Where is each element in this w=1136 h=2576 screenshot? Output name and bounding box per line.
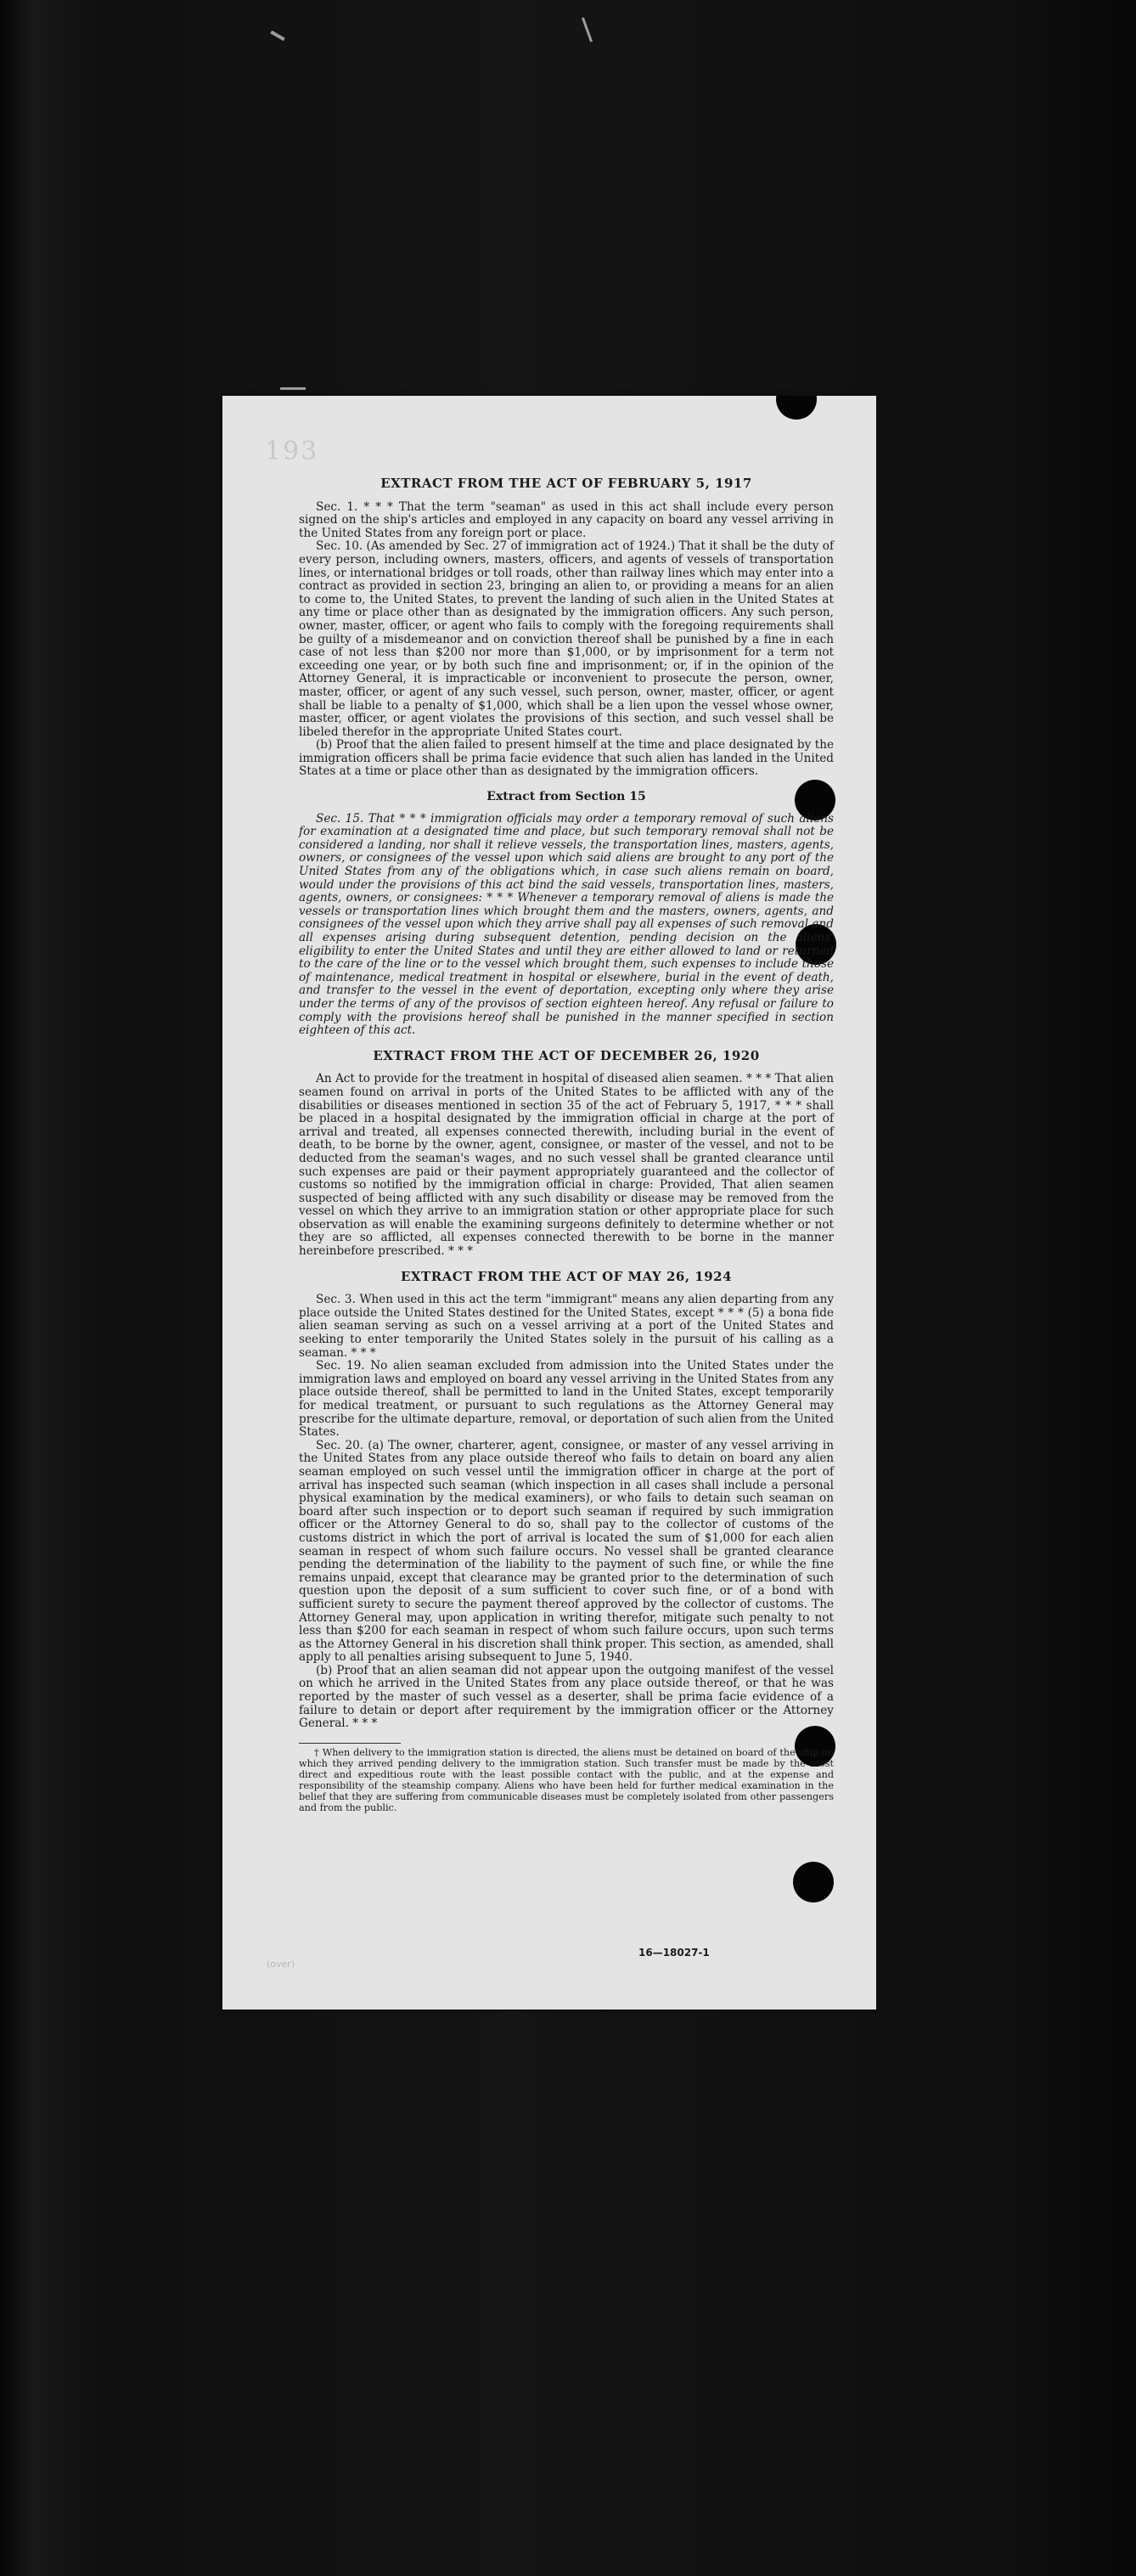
punch-hole bbox=[776, 396, 817, 420]
section-act-feb-1917 bbox=[299, 477, 834, 779]
section-act-dec-1920 bbox=[299, 1047, 834, 1259]
footnote bbox=[299, 1747, 834, 1813]
section-extract-15 bbox=[299, 791, 834, 1038]
section-heading: EXTRACT FROM THE ACT OF MAY 26, 1924 bbox=[400, 1268, 733, 1284]
paragraph: (b) Proof that the alien failed to present himself at the time and place designated by the immigration officers shall be prima facie evidence that such alien has landed in the United States at a time or place other than as designated by the immigration officers. bbox=[299, 738, 834, 779]
footnote-divider bbox=[299, 1743, 401, 1744]
paragraph: (b) Proof that an alien seaman did not appear upon the outgoing manifest of the vessel on which he arrived in the United States from any place outside thereof, or that he was reported by the master of such vessel as a deserter, shall be prima facie evidence of a failure to detain or deport after requirement by the immigration officer or the Attorney General. * * * bbox=[299, 1663, 834, 1731]
section-heading: EXTRACT FROM THE ACT OF FEBRUARY 5, 1917 bbox=[380, 476, 752, 491]
document-page bbox=[222, 396, 876, 2010]
paragraph: Sec. 19. No alien seaman excluded from admission into the United States under the immigration laws and employed on board any vessel arriving in the United States from any place outside thereof, shall be permitted to land in the United States, except temporarily for medical treatment, or pursuant to such regulations as the Attorney General may prescribe for the ultimate departure, removal, or deportation of such alien from the United States. bbox=[299, 1359, 834, 1440]
form-number: 16—18027-1 bbox=[638, 1947, 710, 1959]
paragraph: Sec. 15. That * * * immigration officials may order a temporary removal of such aliens for examination at a designated time and place, but such temporary removal shall not be considered a landing, nor shall it relieve vessels, the transportation lines, masters, agents, owners, or consignees of the vessel upon which said aliens are brought to any port of the United States from any of the obligations which, in case such aliens remain on board, would under the provisions of this act bind the said vessels, transportation lines, masters, agents, owners, or consignees: * * * Whenever a temporary removal of aliens is made the vessels or transportation lines which brought them and the masters, owners, agents, and consignees of the vessel upon which they arrive shall pay all expenses of such removal and all expenses arising during subsequent detention, pending decision on the aliens' eligibility to enter the United States and until they are either allowed to land or returned to the care of the line or to the vessel which brought them, such expenses to include those of maintenance, medical treatment in hospital or elsewhere, burial in the event of death, and transfer to the vessel in the event of deportation, excepting only where they arise under the terms of any of the provisos of section eighteen hereof. Any refusal or failure to comply with the provisions hereof shall be punished in the manner specified in section eighteen of this act. bbox=[299, 811, 834, 1038]
section-heading: Extract from Section 15 bbox=[486, 790, 646, 804]
paragraph: An Act to provide for the treatment in hospital of diseased alien seamen. * * * That alien seamen found on arrival in ports of the United States to be afflicted with any of the disabilities or diseases mentioned in section 35 of the act of February 5, 1917, * * * shall be placed in a hospital designated by the immigration official in charge at the port of arrival and treated, all expenses connected therewith, including burial in the event of death, to be borne by the owner, agent, consignee, or master of the vessel, and not to be deducted from the seaman's wages, and no such vessel shall be granted clearance until such expenses are paid or their payment appropriately guaranteed and the collector of customs so notified by the immigration official in charge: Provided, That alien seamen suspected of being afflicted with any such disability or disease may be removed from the vessel on which they arrive to an immigration station or other appropriate place for such observation as will enable the examining surgeons definitely to determine whether or not they are so afflicted, all expenses connected therewith to be borne in the manner hereinbefore prescribed. * * * bbox=[299, 1072, 834, 1259]
paragraph: Sec. 20. (a) The owner, charterer, agent, consignee, or master of any vessel arriving in the United States from any place outside thereof who fails to detain on board any alien seaman employed on such vessel until the immigration officer in charge at the port of arrival has inspected such seaman (which inspection in all cases shall include a personal physical examination by the medical examiners), or who fails to detain such seaman on board after such inspection or to deport such seaman if required by such immigration officer or the Attorney General to do so, shall pay to the collector of customs of the customs district in which the port of arrival is located the sum of $1,000 for each alien seaman in respect of whom such failure occurs. No vessel shall be granted clearance pending the determination of the liability to the payment of such fine, or while the fine remains unpaid, except that clearance may be granted prior to the determination of such question upon the deposit of a sum sufficient to cover such fine, or of a bond with sufficient surety to secure the payment thereof approved by the collector of customs. The Attorney General may, upon application in writing therefor, mitigate such penalty to not less than $200 for each seaman in respect of whom such failure occurs, upon such terms as the Attorney General in his discretion shall think proper. This section, as amended, shall apply to all penalties arising subsequent to June 5, 1940. bbox=[299, 1438, 834, 1665]
page-stamp-number: 193 bbox=[265, 437, 319, 466]
paragraph: Sec. 3. When used in this act the term "immigrant" means any alien departing from any place outside the United States destined for the United States, except * * * (5) a bona fide alien seaman serving as such on a vessel arriving at a port of the United States and seeking to enter temporarily the United States solely in the pursuit of his calling as a seaman. * * * bbox=[299, 1293, 834, 1360]
section-act-may-1924 bbox=[299, 1268, 834, 1731]
document-body bbox=[299, 477, 834, 1813]
film-scratch-mark bbox=[280, 387, 306, 390]
punch-hole bbox=[793, 1862, 834, 1902]
paragraph: Sec. 10. (As amended by Sec. 27 of immigration act of 1924.) That it shall be the duty of every person, including owners, masters, officers, and agents of vessels of transportation lines, or international bridges or toll roads, other than railway lines which may enter into a contract as provided in section 23, bringing an alien to, or providing a means for an alien to come to, the United States, to prevent the landing of such alien in the United States at any time or place other than as designated by the immigration officers. Any such person, owner, master, officer, or agent who fails to comply with the foregoing requirements shall be guilty of a misdemeanor and on conviction thereof shall be punished by a fine in each case of not less than $200 nor more than $1,000, or by imprisonment for a term not exceeding one year, or by both such fine and imprisonment; or, if in the opinion of the Attorney General, it is impracticable or inconvenient to prosecute the person, owner, master, officer, or agent of any such vessel, such person, owner, master, officer, or agent shall be liable to a penalty of $1,000, which shall be a lien upon the vessel whose owner, master, officer, or agent violates the provisions of this section, and such vessel shall be libeled therefor in the appropriate United States court. bbox=[299, 539, 834, 739]
paragraph: Sec. 1. * * * That the term "seaman" as used in this act shall include every person signed on the ship's articles and employed in any capacity on board any vessel arriving in the United States from any foreign port or place. bbox=[299, 499, 834, 540]
footnote-text: † When delivery to the immigration station is directed, the aliens must be detained on board of the ship on which they arrived pending delivery to the immigration station. Such transfer must be made by the most direct and expeditious route with the least possible contact with the public, and at the expense and responsibility of the steamship company. Aliens who have been held for further medical examination in the belief that they are suffering from communicable diseases must be completely isolated from other passengers and from the public. bbox=[299, 1746, 834, 1813]
section-heading: EXTRACT FROM THE ACT OF DECEMBER 26, 1920 bbox=[373, 1047, 760, 1063]
faint-stamp: (over) bbox=[267, 1959, 295, 1970]
